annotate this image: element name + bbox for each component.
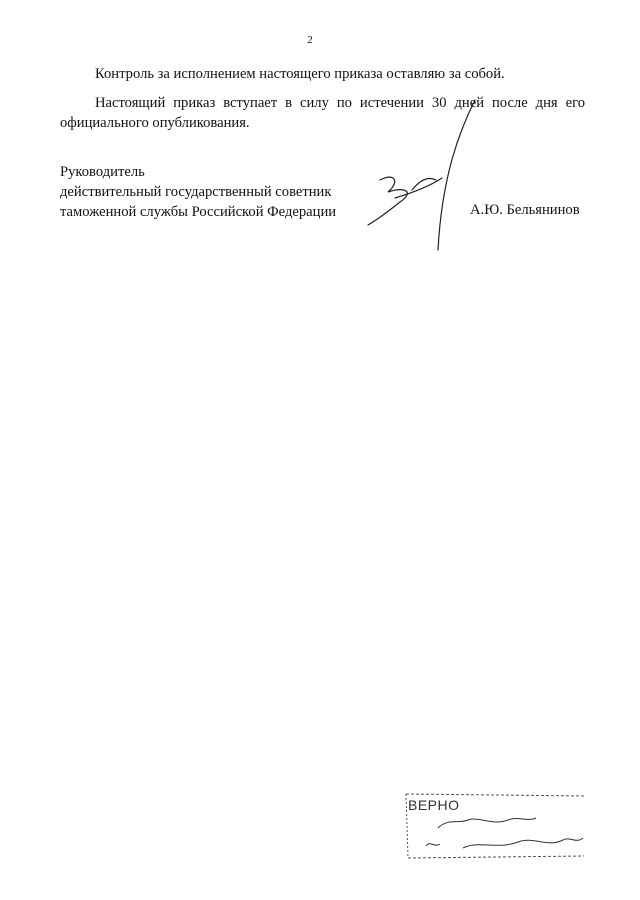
paragraph-control: Контроль за исполнением настоящего приказа оставляю за собой.: [95, 66, 505, 82]
signatory-title-block: [60, 162, 360, 222]
signatory-position: Руководитель: [60, 164, 145, 180]
signatory-rank: действительный государственный советник: [60, 184, 332, 200]
stamp-word: ВЕРНО: [408, 797, 460, 813]
verification-stamp: [398, 790, 588, 860]
page-number: 2: [307, 34, 313, 46]
handwritten-signature: [350, 80, 490, 260]
signatory-name: А.Ю. Бельянинов: [470, 202, 580, 218]
paragraph-effective-date: Настоящий приказ вступает в силу по истечении 30 дней после дня его официального опубликования.: [60, 95, 585, 131]
signatory-rank-continued: таможенной службы Российской Федерации: [60, 204, 337, 220]
